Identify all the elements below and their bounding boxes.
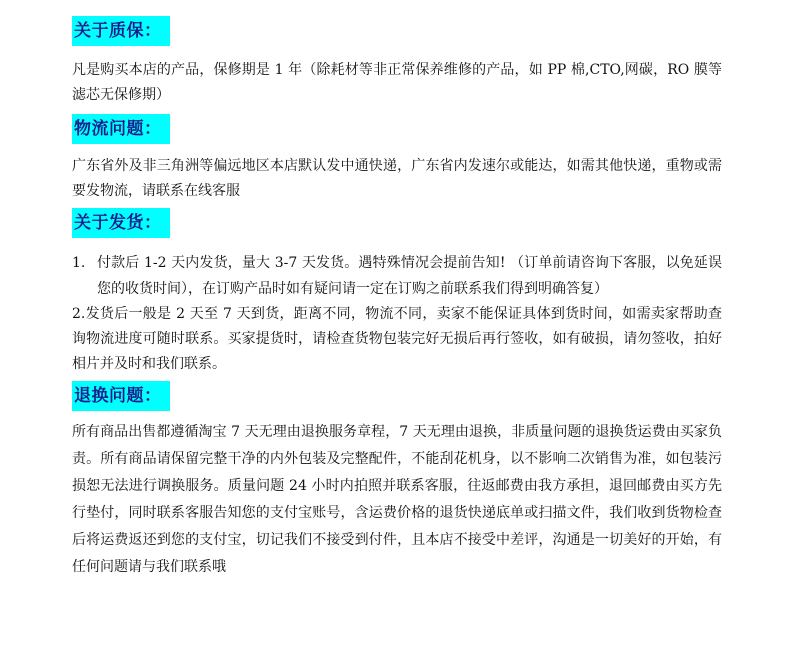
list-item-text: 付款后 1-2 天内发货，量大 3-7 天发货。遇特殊情况会提前告知! （订单前请咨询下客服，以免延误您的收货时间），在订购产品时如有疑问请一定在订购之前联系我们得到明确答复）	[97, 255, 722, 297]
policy-document	[72, 16, 722, 581]
returns-paragraph: 所有商品出售都遵循淘宝 7 天无理由退换服务章程，7 天无理由退换，非质量问题的退换货运费由买家负责。所有商品请保留完整干净的内外包装及完整配件，不能刮花机身，以不影响二次销售为准，如包装污损恕无法进行调换服务。质量问题 24 小时内拍照并联系客服，往返邮费由我方承担，退回邮费由买方先行垫付，同时联系客服告知您的支付宝账号，含运费价格的退货快递底单或扫描文件，我们收到货物检查后将运费返还到您的支付宝，切记我们不接受到付件，且本店不接受中差评，沟通是一切美好的开始，有任何问题请与我们联系哦	[72, 424, 722, 575]
warranty-paragraph: 凡是购买本店的产品，保修期是 1 年（除耗材等非正常保养维修的产品，如 PP 棉,CTO,网碳，RO 膜等滤芯无保修期）	[72, 62, 722, 103]
section-warranty	[72, 16, 722, 108]
section-shipping	[72, 204, 722, 377]
logistics-paragraph: 广东省外及非三角洲等偏远地区本店默认发中通快递，广东省内发速尔或能达，如需其他快递，重物或需要发物流，请联系在线客服	[72, 158, 722, 199]
section-logistics	[72, 108, 722, 204]
warranty-heading: 关于质保：	[72, 16, 170, 46]
list-item	[72, 250, 722, 302]
returns-heading: 退换问题：	[72, 381, 170, 411]
section-returns	[72, 377, 722, 581]
shipping-list	[72, 250, 722, 302]
list-item-number: 1.	[72, 255, 86, 271]
logistics-heading: 物流问题：	[72, 114, 170, 144]
shipping-paragraph: 2.发货后一般是 2 天至 7 天到货，距离不同，物流不同，卖家不能保证具体到货时间，如需卖家帮助查询物流进度可随时联系。买家提货时，请检查货物包装完好无损后再行签收，如有破损，请勿签收，拍好相片并及时和我们联系。	[72, 306, 722, 372]
shipping-heading: 关于发货：	[72, 208, 170, 238]
